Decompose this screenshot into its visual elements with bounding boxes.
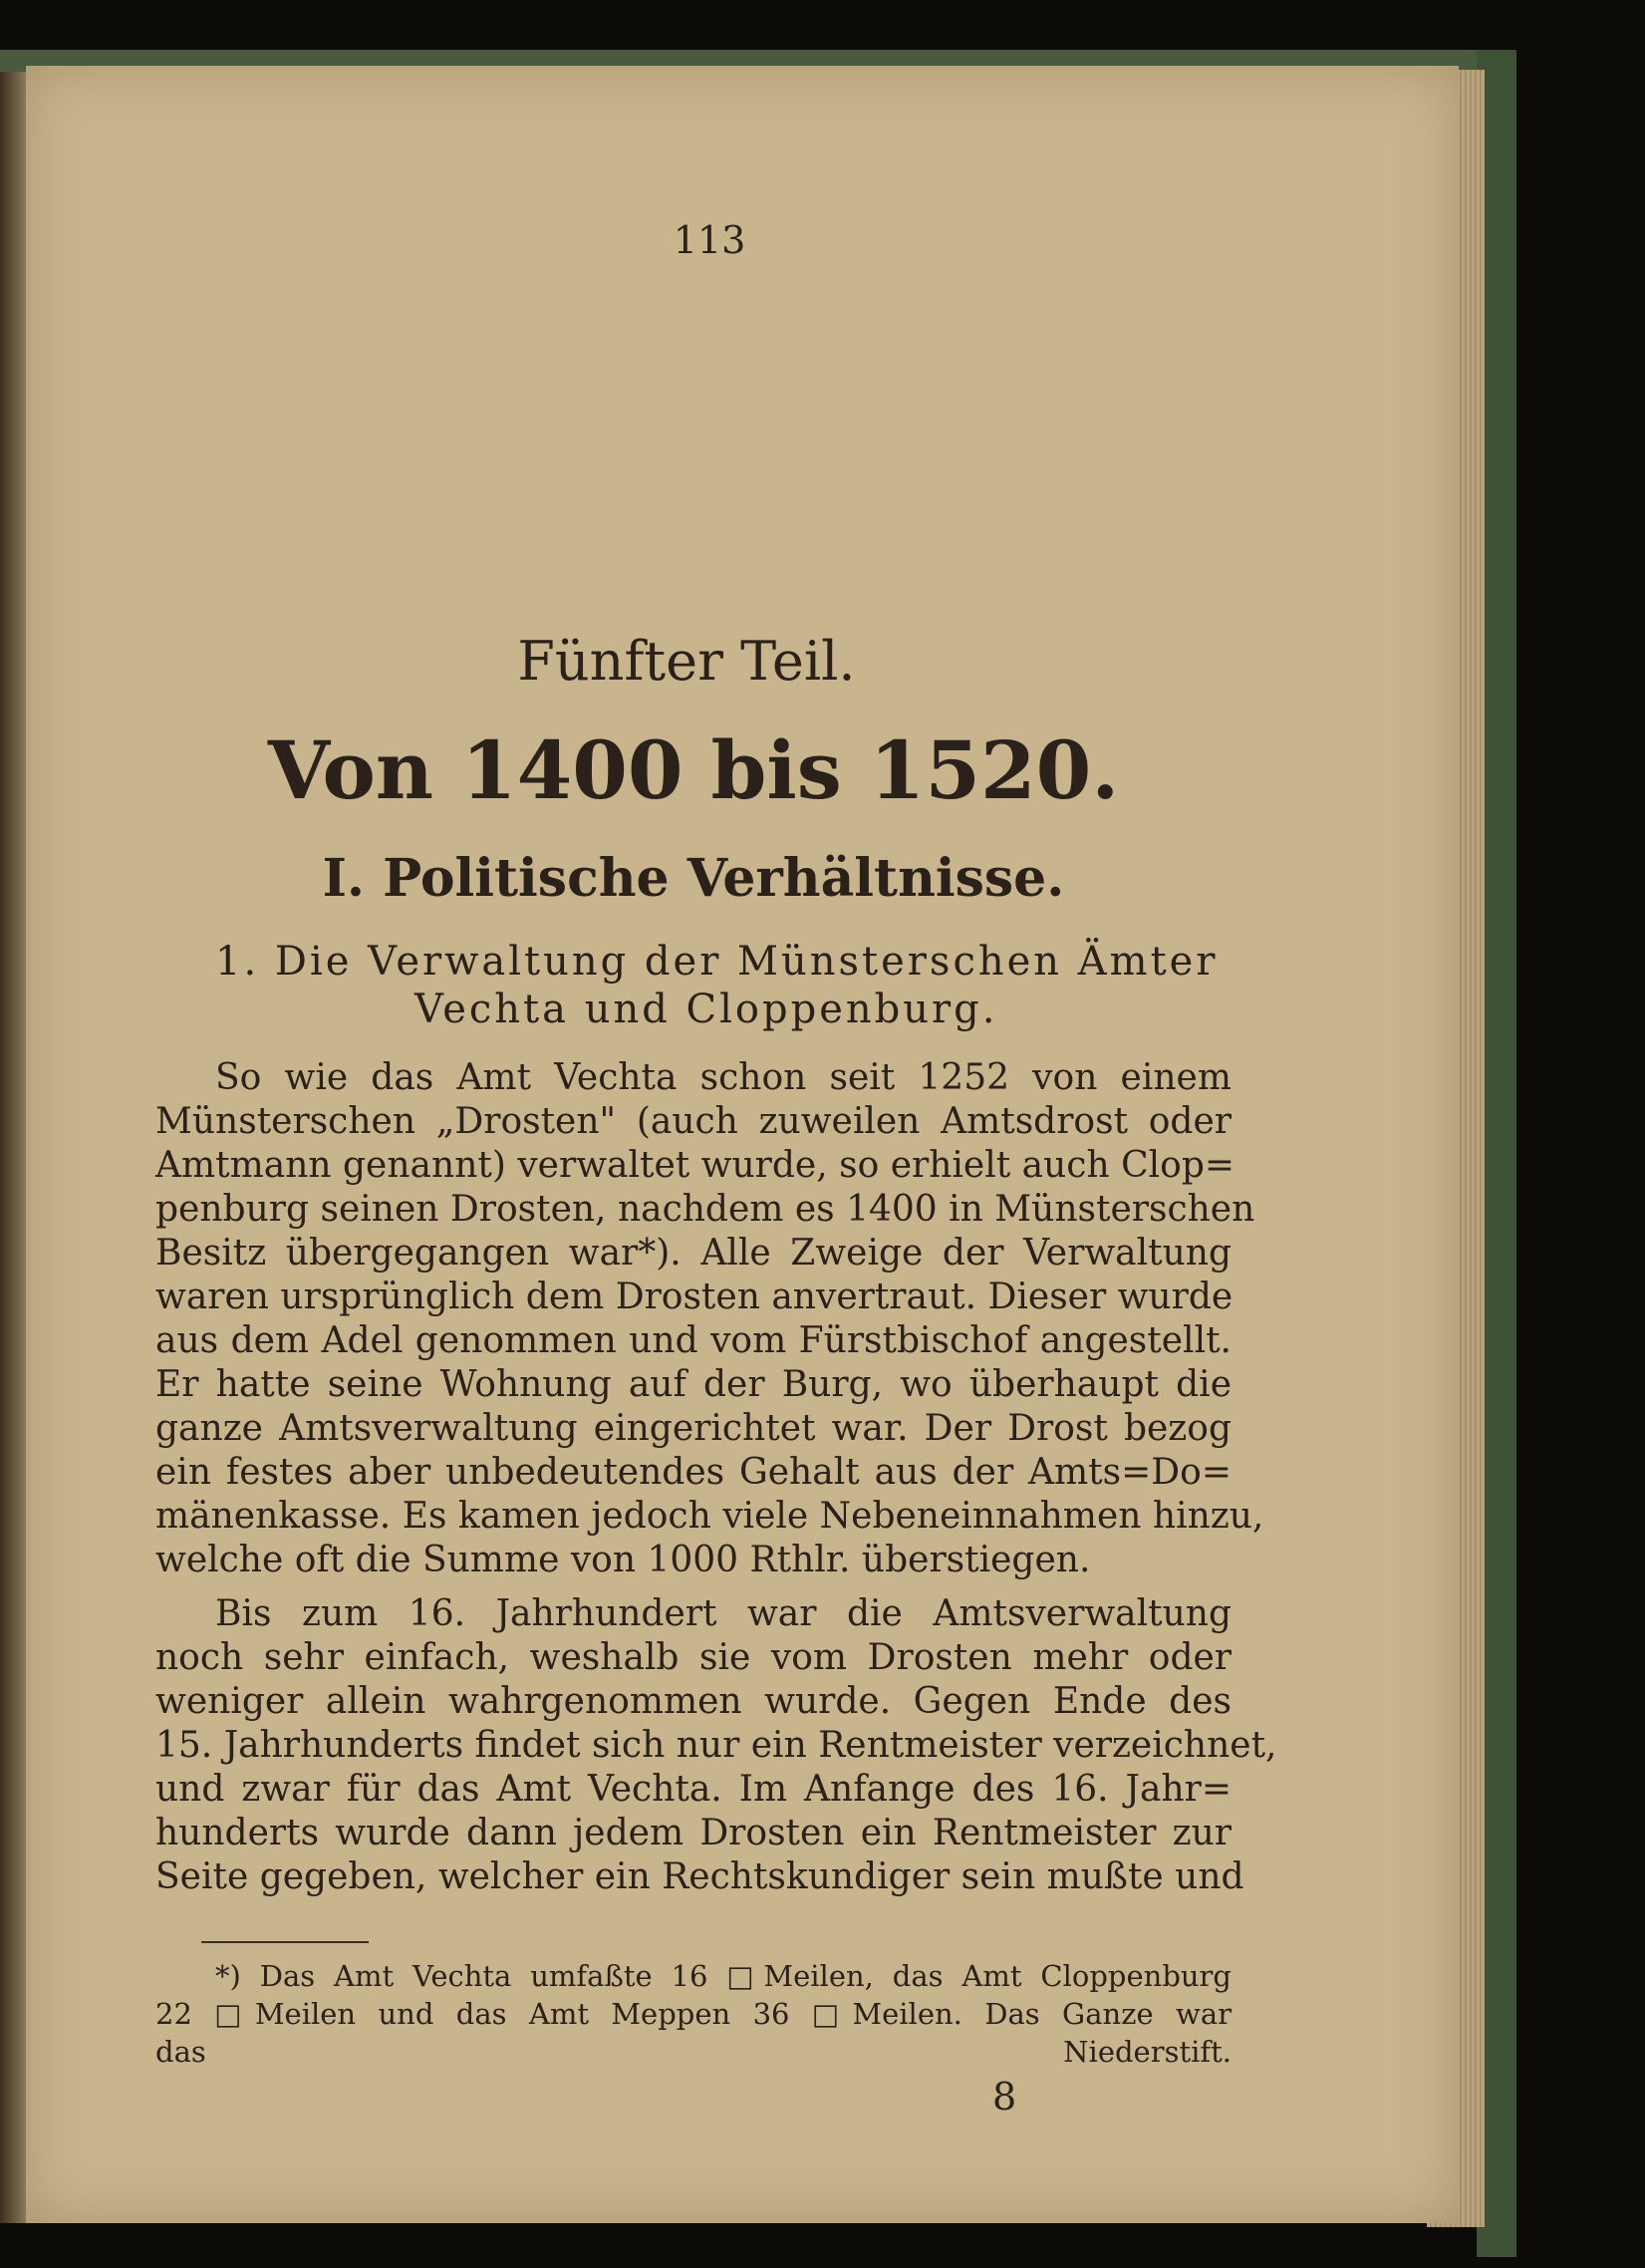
body-line: waren ursprünglich dem Drosten anvertraut. Dieser wurde	[155, 1276, 1234, 1317]
body-line: ganze Amtsverwaltung eingerichtet war. Der Drost bezog	[155, 1408, 1232, 1449]
body-line: welche oft die Summe von 1000 Rthlr. überstiegen.	[155, 1540, 1091, 1580]
body-line: aus dem Adel genommen und vom Fürstbischof angestellt.	[155, 1320, 1232, 1361]
body-line: So wie das Amt Vechta schon seit 1252 von einem	[215, 1057, 1232, 1098]
footnote-line: *) Das Amt Vechta umfaßte 16 □Meilen, das Amt Cloppenburg	[215, 1959, 1232, 1993]
body-line: ein festes aber unbedeutendes Gehalt aus der Amts=Do=	[155, 1452, 1232, 1493]
part-heading: Fünfter Teil.	[517, 630, 856, 693]
body-line: Er hatte seine Wohnung auf der Burg, wo überhaupt die	[155, 1364, 1232, 1405]
body-line: penburg seinen Drosten, nachdem es 1400 in Münsterschen	[155, 1189, 1255, 1230]
body-line: Seite gegeben, welcher ein Rechtskundiger sein mußte und	[155, 1856, 1244, 1897]
body-line: noch sehr einfach, weshalb sie vom Drosten mehr oder	[155, 1637, 1232, 1678]
body-line: Amtmann genannt) verwaltet wurde, so erhielt auch Clop=	[155, 1145, 1235, 1186]
body-line: mänenkasse. Es kamen jedoch viele Nebeneinnahmen hinzu,	[155, 1496, 1264, 1537]
page-number: 113	[673, 218, 746, 262]
body-line: Münsterschen „Drosten" (auch zuweilen Amtsdrost oder	[155, 1101, 1232, 1142]
signature-mark: 8	[992, 2075, 1017, 2119]
footnote-line: 22 □Meilen und das Amt Meppen 36 □Meilen. Das Ganze war	[155, 1997, 1232, 2031]
body-line: hunderts wurde dann jedem Drosten ein Rentmeister zur	[155, 1813, 1232, 1853]
body-line: Bis zum 16. Jahrhundert war die Amtsverwaltung	[215, 1593, 1232, 1634]
subsection-heading-line-2: Vechta und Cloppenburg.	[414, 987, 998, 1032]
body-line: 15. Jahrhunderts findet sich nur ein Rentmeister verzeichnet,	[155, 1725, 1277, 1766]
footnote-line: das Niederstift.	[155, 2035, 1232, 2069]
book-page	[26, 66, 1459, 2223]
body-line: weniger allein wahrgenommen wurde. Gegen Ende des	[155, 1681, 1232, 1722]
body-line: Besitz übergegangen war*). Alle Zweige der Verwaltung	[155, 1233, 1232, 1274]
chapter-title: Von 1400 bis 1520.	[267, 723, 1120, 817]
subsection-heading-line-1: 1. Die Verwaltung der Münsterschen Ämter	[215, 939, 1219, 985]
footnote-rule	[201, 1941, 369, 1943]
section-heading: I. Politische Verhältnisse.	[322, 848, 1065, 909]
body-line: und zwar für das Amt Vechta. Im Anfange des 16. Jahr=	[155, 1769, 1232, 1810]
